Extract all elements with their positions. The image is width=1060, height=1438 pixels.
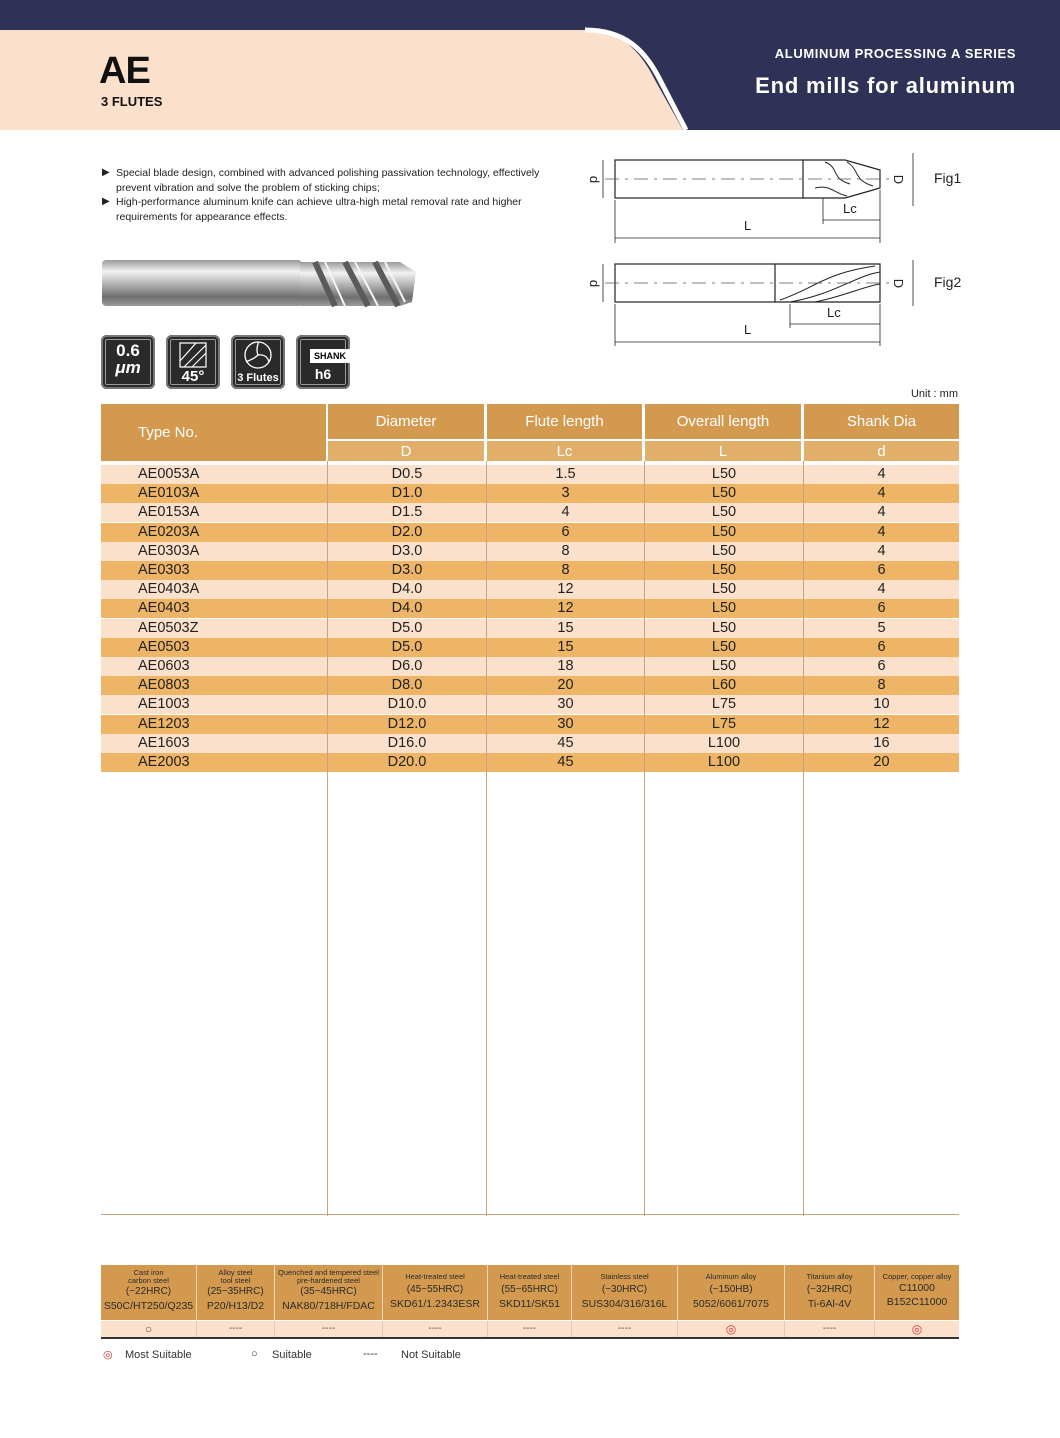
diameter-cell: D3.0	[391, 562, 423, 578]
material-name1: Aluminum alloy	[705, 1272, 757, 1281]
material-hard: (~22HRC)	[125, 1286, 172, 1297]
material-grades: Ti-6Al-4V	[807, 1298, 852, 1310]
fig2-label: Fig2	[934, 274, 962, 290]
fig2-drawing	[603, 260, 913, 346]
material-grades: P20/H13/D2	[206, 1300, 265, 1312]
shank-dia-cell: 6	[877, 658, 886, 674]
flute-length-label: Lc	[827, 305, 841, 320]
flute-length-cell: 12	[557, 600, 574, 617]
header-type: Type No.	[101, 404, 326, 461]
shank-dia-cell: 12	[873, 715, 890, 732]
shank-dia-label: d	[587, 175, 603, 184]
material-grades2: B152C11000	[886, 1296, 948, 1308]
flutes-subtitle: 3 FLUTES	[101, 94, 163, 109]
three-flute-icon	[231, 338, 285, 372]
feature-item: ▶ High-performance aluminum knife can achieve ultra-high metal removal rate and higher requirements for appearance effects.	[102, 196, 522, 223]
overall-length-cell: L50	[711, 466, 737, 482]
material-name1: Heat-treated steel	[405, 1272, 465, 1281]
header-overall-symbol: L	[645, 441, 801, 461]
flute-length-cell: 30	[557, 696, 574, 713]
suitability-mark: ◎	[911, 1322, 923, 1336]
material-header-cell	[383, 1265, 488, 1320]
overall-length-label: L	[744, 218, 752, 233]
type-cell: AE1003	[138, 696, 190, 713]
type-cell: AE0053A	[138, 466, 200, 482]
header-overall-length: Overall length	[645, 404, 801, 439]
column-divider	[803, 461, 804, 1216]
suitability-mark: ◎	[678, 1321, 785, 1337]
material-grades: S50C/HT250/Q235	[103, 1300, 194, 1312]
most-suitable-symbol: ◎	[103, 1349, 113, 1361]
roughness-badge: 0.6 μm	[101, 335, 155, 389]
end-mill-product-image	[100, 252, 420, 312]
diameter-cell: D6.0	[391, 658, 423, 674]
column-divider	[644, 461, 645, 1216]
diameter-label: D	[891, 278, 907, 289]
header-diameter: Diameter	[328, 404, 484, 439]
header-shank-symbol: d	[804, 441, 959, 461]
diameter-cell: D5.0	[391, 619, 423, 636]
flute-length-cell: 15	[557, 619, 574, 636]
material-hard: (~30HRC)	[601, 1284, 648, 1295]
shank-dia-cell: 20	[873, 754, 890, 770]
column-divider	[486, 461, 487, 1216]
shank-dia-cell: 16	[873, 734, 890, 751]
shank-dia-cell: 6	[877, 638, 886, 655]
table-row	[101, 465, 959, 484]
overall-length-cell: L75	[711, 696, 737, 713]
table-row	[101, 542, 959, 561]
model-title: AE	[99, 50, 150, 92]
overall-length-cell: L50	[711, 562, 737, 578]
overall-length-cell: L50	[711, 638, 737, 655]
helix-lines-icon	[166, 339, 220, 369]
type-cell: AE0603	[138, 658, 190, 674]
table-row	[101, 484, 959, 503]
flute-length-cell: 12	[557, 581, 574, 598]
suitability-mark: ○	[101, 1321, 197, 1337]
material-name1: Cast iron	[133, 1268, 164, 1277]
material-hard: (35~45HRC)	[300, 1286, 357, 1297]
material-hard: (25~35HRC)	[207, 1286, 264, 1297]
material-header-cell	[572, 1265, 678, 1320]
overall-length-label: L	[744, 322, 752, 337]
overall-length-cell: L100	[707, 754, 741, 770]
material-name1: Copper, copper alloy	[882, 1272, 952, 1281]
category-title: End mills for aluminum	[755, 73, 1016, 98]
type-cell: AE0203A	[138, 523, 200, 540]
header-diameter-symbol: D	[328, 441, 484, 461]
material-grades: 5052/6061/7075	[693, 1298, 769, 1310]
type-cell: AE2003	[138, 754, 190, 770]
overall-length-cell: L50	[711, 658, 737, 674]
fig1-label: Fig1	[934, 170, 962, 186]
spec-table	[101, 404, 959, 1216]
table-row	[101, 676, 959, 695]
table-row	[101, 561, 959, 580]
shank-dia-cell: 8	[877, 677, 886, 694]
material-grades: SUS304/316/316L	[581, 1298, 668, 1310]
material-name1: Alloy steel	[218, 1268, 253, 1277]
material-name1: Stainless steel	[600, 1272, 649, 1281]
shank-tolerance-badge: SHANK h6	[296, 335, 350, 389]
diameter-cell: D4.0	[391, 600, 423, 617]
diameter-cell: D1.0	[391, 485, 423, 502]
material-name2: carbon steel	[128, 1276, 169, 1285]
material-suitability-table	[101, 1265, 959, 1340]
diameter-cell: D0.5	[391, 466, 423, 482]
flute-length-cell: 20	[557, 677, 574, 694]
table-row	[101, 638, 959, 657]
shank-dia-label: d	[587, 279, 603, 288]
table-row	[101, 580, 959, 599]
overall-length-cell: L50	[711, 581, 737, 598]
diameter-cell: D2.0	[391, 523, 423, 540]
type-cell: AE0303	[138, 562, 190, 578]
shank-dia-cell: 4	[877, 542, 886, 559]
shank-dia-cell: 6	[877, 600, 886, 617]
material-hard: (45~55HRC)	[406, 1284, 464, 1295]
type-cell: AE0503Z	[138, 619, 199, 636]
table-row	[101, 599, 959, 618]
flute-length-cell: 18	[557, 658, 574, 674]
flute-length-cell: 3	[561, 485, 570, 502]
suitable-label: Suitable	[272, 1349, 312, 1361]
header-flute-length: Flute length	[487, 404, 642, 439]
suitable-symbol: ○	[251, 1348, 258, 1360]
flute-length-cell: 30	[557, 715, 574, 732]
column-divider	[327, 461, 328, 1216]
material-header-cell	[875, 1265, 959, 1320]
triangle-bullet-icon: ▶	[102, 167, 110, 178]
diameter-cell: D3.0	[391, 542, 423, 559]
shank-dia-cell: 6	[877, 562, 886, 578]
dimension-drawings	[585, 148, 965, 348]
flute-length-cell: 45	[557, 734, 574, 751]
overall-length-cell: L50	[711, 504, 737, 521]
overall-length-cell: L100	[707, 734, 741, 751]
flute-length-cell: 1.5	[555, 466, 576, 482]
type-cell: AE0103A	[138, 485, 200, 502]
suitability-mark: ----	[572, 1321, 678, 1337]
table-row	[101, 753, 959, 772]
material-header-cell	[197, 1265, 275, 1320]
type-cell: AE1203	[138, 715, 190, 732]
table-row	[101, 695, 959, 714]
feature-list	[102, 166, 542, 224]
material-hard: (55~65HRC)	[501, 1284, 558, 1295]
material-grades: SKD11/SK51	[498, 1298, 561, 1310]
type-cell: AE0403A	[138, 581, 200, 598]
material-bottom-border	[101, 1337, 959, 1339]
type-cell: AE1603	[138, 734, 190, 751]
diameter-cell: D20.0	[387, 754, 427, 770]
helix-angle-badge: 45°	[166, 335, 220, 389]
material-hard: (~32HRC)	[806, 1284, 853, 1295]
material-grades: SKD61/1.2343ESR	[390, 1298, 480, 1310]
header-flute-symbol: Lc	[487, 441, 642, 461]
overall-length-cell: L60	[711, 677, 737, 694]
shank-dia-cell: 4	[877, 581, 886, 598]
header-banner	[0, 0, 1060, 130]
material-name1: Heat-treated steel	[499, 1272, 560, 1281]
most-suitable-label: Most Suitable	[125, 1349, 192, 1361]
flute-length-cell: 4	[561, 504, 570, 521]
feature-item: ▶ Special blade design, combined with advanced polishing passivation technology, effectively prevent vibration and solve the problem of sticking chips;	[102, 167, 540, 194]
shank-dia-cell: 4	[877, 523, 886, 540]
material-header-cell	[275, 1265, 383, 1320]
flute-length-cell: 6	[561, 523, 570, 540]
unit-label: Unit : mm	[910, 388, 958, 400]
table-row	[101, 523, 959, 542]
suitability-mark: ----	[488, 1321, 572, 1337]
type-cell: AE0153A	[138, 504, 200, 521]
type-cell: AE0803	[138, 677, 190, 694]
material-name1: Titanium alloy	[806, 1272, 853, 1281]
suitability-mark: ----	[275, 1321, 383, 1337]
flutes-badge: 3 Flutes	[231, 335, 285, 389]
table-row	[101, 734, 959, 753]
overall-length-cell: L50	[711, 600, 737, 617]
overall-length-cell: L50	[711, 485, 737, 502]
table-row	[101, 657, 959, 676]
table-row	[101, 619, 959, 638]
material-header-cell	[785, 1265, 875, 1320]
material-header-cell	[488, 1265, 572, 1320]
series-title: ALUMINUM PROCESSING A SERIES	[774, 46, 1016, 61]
material-header-row	[101, 1265, 959, 1320]
table-bottom-border	[101, 1214, 959, 1215]
material-header-cell	[678, 1265, 785, 1320]
type-cell: AE0303A	[138, 542, 200, 559]
material-header-cell	[101, 1265, 197, 1320]
flute-length-cell: 45	[557, 754, 574, 770]
diameter-cell: D4.0	[391, 581, 423, 598]
material-name2: pre-hardened steel	[297, 1276, 360, 1285]
type-cell: AE0403	[138, 600, 190, 617]
shank-dia-cell: 4	[877, 504, 886, 521]
material-grades: NAK80/718H/FDAC	[282, 1300, 375, 1312]
diameter-cell: D8.0	[391, 677, 423, 694]
flute-length-cell: 15	[557, 638, 574, 655]
material-name1: Quenched and tempered steel	[278, 1268, 379, 1277]
shank-dia-cell: 4	[877, 466, 886, 482]
shank-dia-cell: 5	[877, 619, 886, 636]
flute-length-cell: 8	[561, 562, 570, 578]
overall-length-cell: L50	[711, 619, 737, 636]
table-header	[101, 404, 959, 461]
table-row	[101, 503, 959, 522]
material-grades: C11000	[898, 1282, 935, 1294]
diameter-cell: D12.0	[387, 715, 427, 732]
overall-length-cell: L75	[711, 715, 737, 732]
material-hard: (~150HB)	[709, 1284, 753, 1295]
triangle-bullet-icon: ▶	[102, 196, 110, 207]
diameter-label: D	[891, 174, 907, 185]
flute-length-cell: 8	[561, 542, 570, 559]
table-row	[101, 715, 959, 734]
type-cell: AE0503	[138, 638, 190, 655]
shank-dia-cell: 10	[873, 696, 890, 713]
not-suitable-symbol: ----	[363, 1348, 378, 1360]
material-suitability-row	[101, 1321, 959, 1337]
suitability-mark: ----	[197, 1321, 275, 1337]
not-suitable-label: Not Suitable	[401, 1349, 461, 1361]
diameter-cell: D10.0	[387, 696, 427, 713]
diameter-cell: D1.5	[391, 504, 423, 521]
diameter-cell: D16.0	[387, 734, 427, 751]
suitability-mark: ----	[383, 1321, 488, 1337]
fig1-drawing	[603, 153, 913, 243]
diameter-cell: D5.0	[391, 638, 423, 655]
overall-length-cell: L50	[711, 542, 737, 559]
material-name2: tool steel	[220, 1276, 251, 1285]
suitability-mark: ----	[785, 1321, 875, 1337]
shank-dia-cell: 4	[877, 485, 886, 502]
header-shank-dia: Shank Dia	[804, 404, 959, 439]
flute-length-label: Lc	[843, 201, 857, 216]
overall-length-cell: L50	[711, 523, 737, 540]
